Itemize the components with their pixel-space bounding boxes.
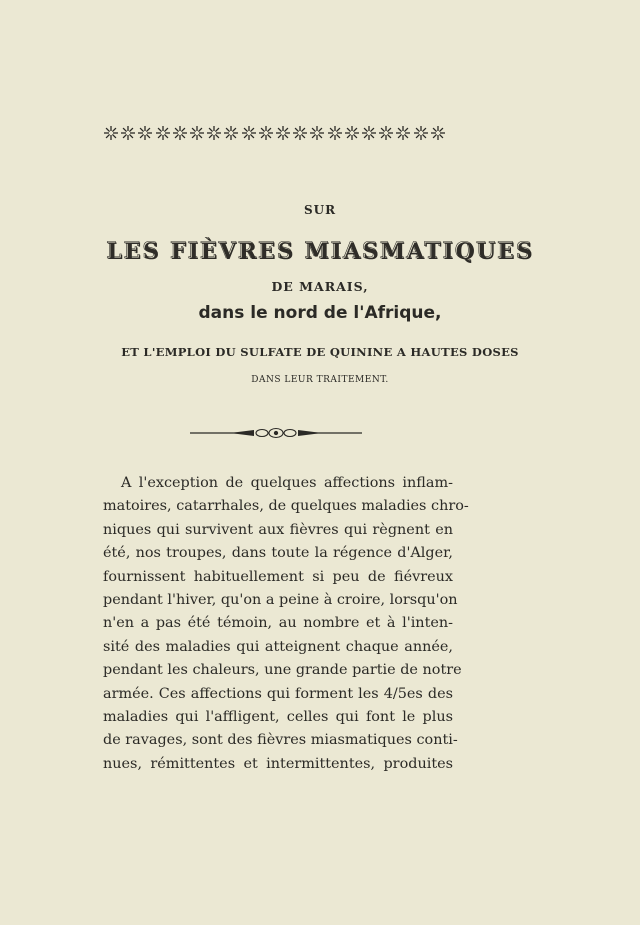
star-ornament-icon xyxy=(309,125,325,141)
body-paragraph xyxy=(103,472,469,776)
star-ornament-icon xyxy=(275,125,291,141)
star-ornament-icon xyxy=(103,125,119,141)
title-main: LES FIÈVRES MIASMATIQUES xyxy=(106,238,534,264)
heading-de-marais: DE MARAIS, xyxy=(271,279,369,294)
body-line: sité des maladies qui atteignent chaque année, xyxy=(103,638,453,655)
star-ornament-icon xyxy=(361,125,377,141)
star-ornament-icon xyxy=(327,125,343,141)
body-line: n'en a pas été témoin, au nombre et à l'inten- xyxy=(103,615,453,632)
star-ornament-icon xyxy=(344,125,360,141)
star-ornament-icon xyxy=(206,125,222,141)
body-line: nues, rémittentes et intermittentes, produites xyxy=(103,755,453,772)
body-line: niques qui survivent aux fièvres qui règnent en xyxy=(103,521,453,538)
body-line: matoires, catarrhales, de quelques maladies chro- xyxy=(103,498,469,515)
body-line: été, nos troupes, dans toute la régence d'Alger, xyxy=(103,545,453,562)
star-ornament-icon xyxy=(120,125,136,141)
star-ornament-icon xyxy=(430,125,446,141)
header-ornament-band xyxy=(103,124,446,142)
star-ornament-icon xyxy=(223,125,239,141)
body-line: A l'exception de quelques affections inflam- xyxy=(121,475,453,491)
star-ornament-icon xyxy=(155,125,171,141)
star-ornament-icon xyxy=(395,125,411,141)
star-ornament-icon xyxy=(189,125,205,141)
star-ornament-icon xyxy=(172,125,188,141)
body-line: pendant l'hiver, qu'on a peine à croire, lorsqu'on xyxy=(103,592,458,609)
star-ornament-icon xyxy=(137,125,153,141)
heading-emploi: ET L'EMPLOI DU SULFATE DE QUININE A HAUTES DOSES xyxy=(121,345,519,359)
star-ornament-icon xyxy=(292,125,308,141)
section-divider-ornament xyxy=(190,425,362,441)
star-ornament-icon xyxy=(241,125,257,141)
body-line: fournissent habituellement si peu de fiévreux xyxy=(103,568,453,585)
body-line: maladies qui l'affligent, celles qui font le plus xyxy=(103,709,453,726)
star-ornament-icon xyxy=(378,125,394,141)
heading-traitement: DANS LEUR TRAITEMENT. xyxy=(251,375,389,385)
body-line: armée. Ces affections qui forment les 4/5es des xyxy=(103,685,453,702)
star-ornament-icon xyxy=(413,125,429,141)
star-ornament-icon xyxy=(258,125,274,141)
heading-sur: SUR xyxy=(303,203,337,217)
heading-dans-le-nord: dans le nord de l'Afrique, xyxy=(198,303,442,323)
body-line: pendant les chaleurs, une grande partie de notre xyxy=(103,662,462,679)
body-line: de ravages, sont des fièvres miasmatiques conti- xyxy=(103,732,458,749)
